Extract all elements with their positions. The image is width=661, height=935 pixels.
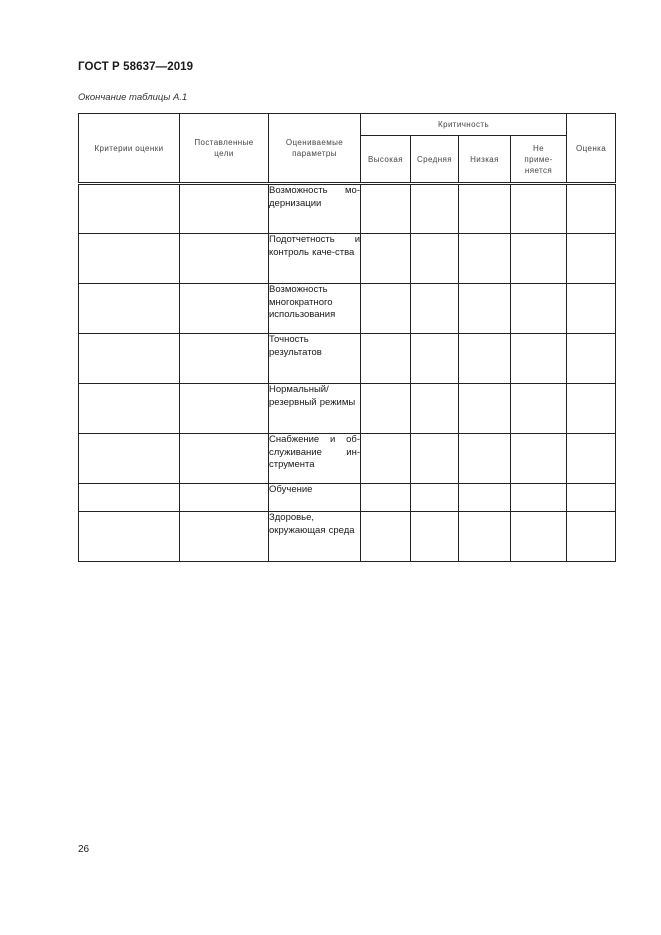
- cell-criteria: [79, 334, 180, 384]
- cell-high: [361, 234, 411, 284]
- cell-param: Обучение: [269, 484, 361, 512]
- cell-medium: [411, 484, 459, 512]
- cell-high: [361, 512, 411, 562]
- cell-not-applicable: [511, 434, 567, 484]
- cell-rating: [567, 384, 616, 434]
- cell-low: [459, 434, 511, 484]
- table-row: [79, 484, 616, 512]
- cell-rating: [567, 484, 616, 512]
- cell-goals: [180, 334, 269, 384]
- header-params: Оцениваемые параметры: [269, 114, 361, 184]
- cell-low: [459, 284, 511, 334]
- cell-low: [459, 512, 511, 562]
- cell-criteria: [79, 384, 180, 434]
- cell-low: [459, 384, 511, 434]
- cell-rating: [567, 334, 616, 384]
- cell-not-applicable: [511, 512, 567, 562]
- table-row: [79, 284, 616, 334]
- cell-rating: [567, 234, 616, 284]
- page-number: 26: [78, 844, 90, 855]
- cell-param: Нормальный/ резервный режимы: [269, 384, 361, 434]
- cell-goals: [180, 434, 269, 484]
- cell-low: [459, 234, 511, 284]
- header-low: Низкая: [459, 136, 511, 184]
- cell-goals: [180, 284, 269, 334]
- cell-criteria: [79, 484, 180, 512]
- header-criteria: Критерии оценки: [79, 114, 180, 184]
- table-row: [79, 334, 616, 384]
- evaluation-table: [78, 113, 616, 562]
- cell-not-applicable: [511, 334, 567, 384]
- cell-medium: [411, 434, 459, 484]
- cell-low: [459, 484, 511, 512]
- cell-goals: [180, 184, 269, 234]
- cell-high: [361, 384, 411, 434]
- cell-param: Здоровье, окружающая среда: [269, 512, 361, 562]
- cell-param: Точность результатов: [269, 334, 361, 384]
- header-high: Высокая: [361, 136, 411, 184]
- cell-medium: [411, 334, 459, 384]
- cell-param: Возможность многократного использования: [269, 284, 361, 334]
- header-not-applicable: Не приме-няется: [511, 136, 567, 184]
- cell-param: Подотчетность и контроль каче-ства: [269, 234, 361, 284]
- cell-rating: [567, 434, 616, 484]
- header-goals: Поставленные цели: [180, 114, 269, 184]
- cell-not-applicable: [511, 484, 567, 512]
- cell-param: Снабжение и об-служивание ин-струмента: [269, 434, 361, 484]
- cell-not-applicable: [511, 284, 567, 334]
- cell-high: [361, 184, 411, 234]
- cell-medium: [411, 284, 459, 334]
- document-header: ГОСТ Р 58637—2019: [78, 61, 194, 73]
- table-row: [79, 234, 616, 284]
- cell-high: [361, 434, 411, 484]
- cell-medium: [411, 384, 459, 434]
- table-row: [79, 434, 616, 484]
- cell-medium: [411, 234, 459, 284]
- header-criticality: Критичность: [361, 114, 567, 136]
- header-medium: Средняя: [411, 136, 459, 184]
- cell-medium: [411, 512, 459, 562]
- cell-not-applicable: [511, 384, 567, 434]
- cell-criteria: [79, 512, 180, 562]
- table-caption: Окончание таблицы А.1: [78, 92, 188, 103]
- header-rating: Оценка: [567, 114, 616, 184]
- table-row: [79, 512, 616, 562]
- cell-goals: [180, 384, 269, 434]
- cell-not-applicable: [511, 234, 567, 284]
- cell-rating: [567, 284, 616, 334]
- cell-goals: [180, 234, 269, 284]
- cell-not-applicable: [511, 184, 567, 234]
- cell-high: [361, 284, 411, 334]
- table-row: [79, 184, 616, 234]
- cell-medium: [411, 184, 459, 234]
- cell-high: [361, 484, 411, 512]
- cell-criteria: [79, 184, 180, 234]
- cell-goals: [180, 512, 269, 562]
- cell-criteria: [79, 434, 180, 484]
- table-row: [79, 384, 616, 434]
- cell-high: [361, 334, 411, 384]
- cell-rating: [567, 184, 616, 234]
- cell-low: [459, 334, 511, 384]
- cell-low: [459, 184, 511, 234]
- cell-criteria: [79, 284, 180, 334]
- cell-param: Возможность мо-дернизации: [269, 184, 361, 234]
- cell-rating: [567, 512, 616, 562]
- cell-criteria: [79, 234, 180, 284]
- cell-goals: [180, 484, 269, 512]
